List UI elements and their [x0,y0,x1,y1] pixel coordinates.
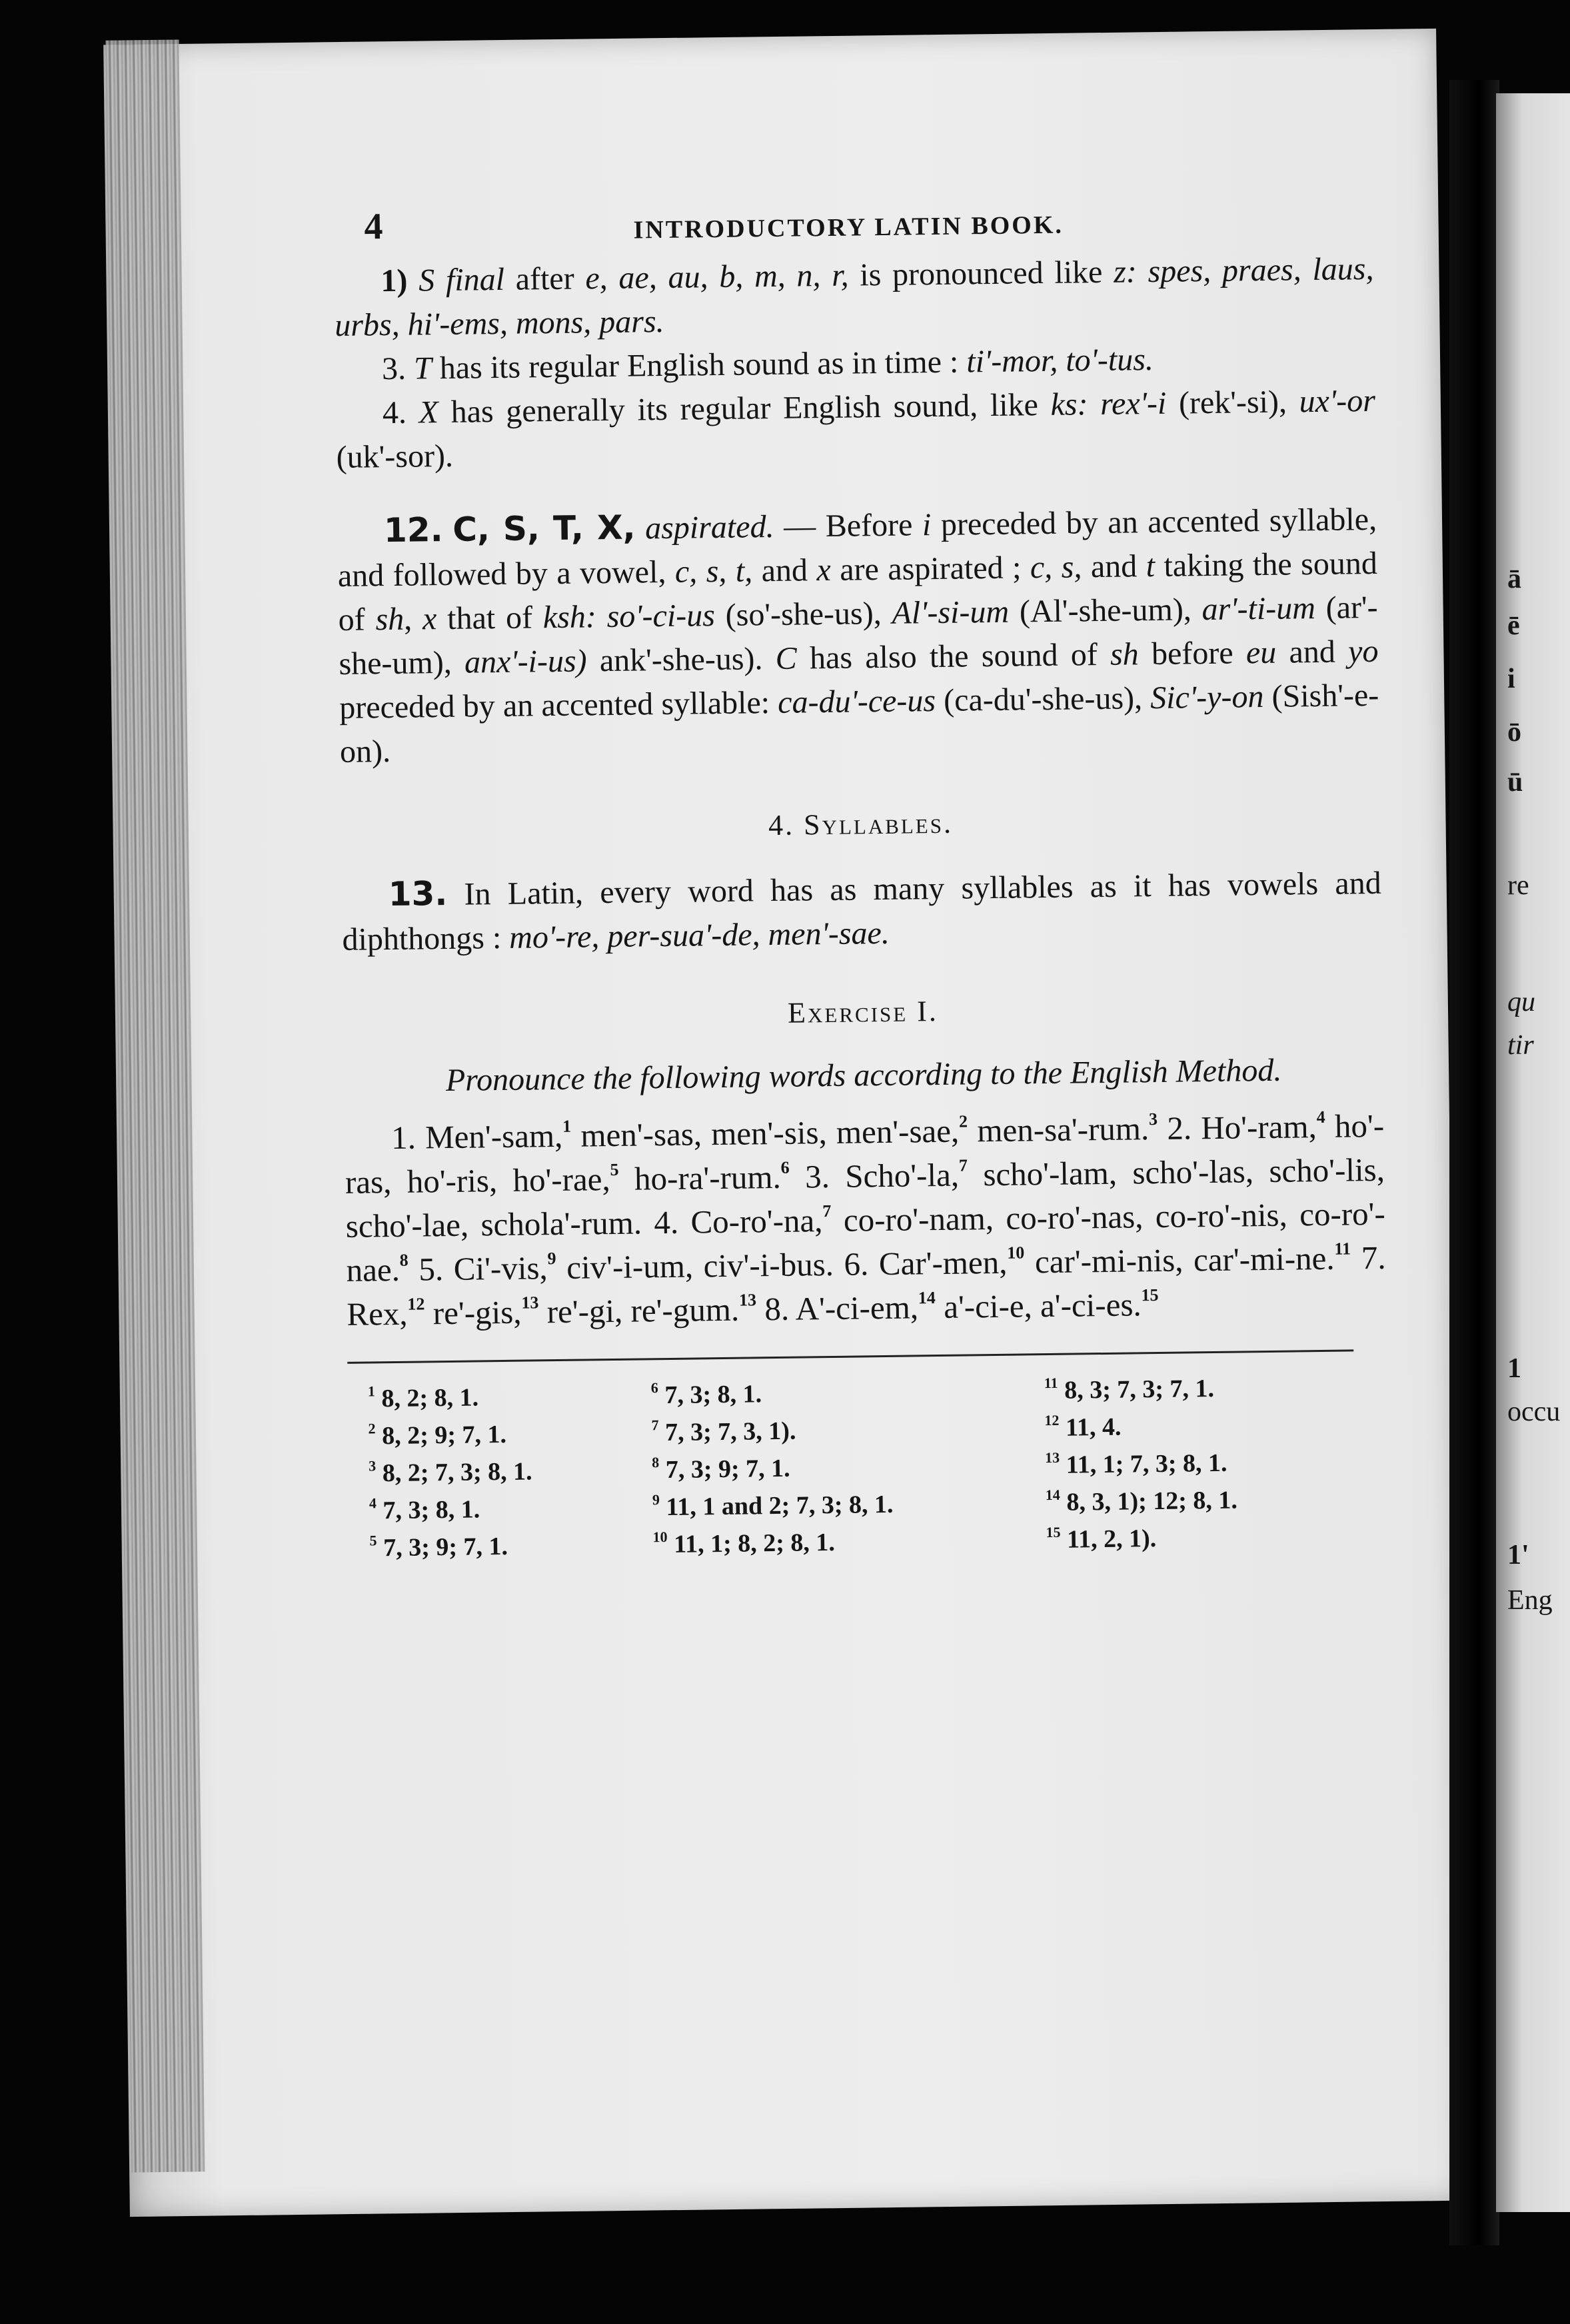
footnote-text: 7, 3; 8, 1. [376,1495,480,1525]
running-head: INTRODUCTORY LATIN BOOK. [633,211,1064,245]
footnote-number: 6 [650,1379,658,1397]
exercise-word: 8. A'-ci-em, [756,1289,919,1328]
section-12-aspirated: 12. C, S, T, X, aspirated. — Before i preceded by an accented syllable, and followed by a vowel, c, s, t, and x are aspirated ; c, s, and t taking the sound of sh, x that of ksh: so'-ci-us (so'-she-us), Al'-si-um (Al'-she-um), ar'-ti-um (ar'-she-um), anx'-i-us) ank'-she-us). C has also the sound of sh before eu and yo preceded by an accented syllable: ca-du'-ce-us (ca-du'-she-us), Sic'-y-on (Sish'-e-on). [337,501,1379,770]
footnote-text: 7, 3; 7, 3, 1). [658,1417,796,1447]
page-text-block [333,187,1389,1577]
footnote-text: 11, 4. [1059,1413,1122,1442]
exercise-instruction: Pronounce the following words according to the English Method. [445,1052,1282,1099]
exercise-word: 1. Men'-sam, [391,1117,563,1157]
rule-x: 4. X has generally its regular English sound, like ks: rex'-i (rek'-si), ux'-or (uk'-sor). [336,382,1376,475]
footnote-column-3 [1044,1367,1238,1555]
footnote-text: 8, 2; 8, 1. [375,1383,479,1413]
exercise-word: 7. Rex, [347,1239,1386,1333]
footnote-number: 9 [652,1491,660,1508]
footnote-entry [368,1375,532,1415]
footnote-ref: 3 [1148,1109,1158,1129]
exercise-word: a'-ci-e, a'-ci-es. [935,1286,1142,1326]
footnote-text: 11, 1; 8, 2; 8, 1. [667,1528,836,1559]
footnote-entry [369,1486,533,1526]
footnote-ref: 7 [822,1201,832,1221]
footnote-entry [1046,1516,1238,1556]
footnote-ref: 2 [958,1111,968,1131]
exercise-heading: Exercise I. [787,995,939,1029]
footnote-column-2 [651,1371,894,1560]
right-fragment: Eng [1507,1585,1553,1616]
exercise-word: re'-gis, [424,1293,522,1332]
footnote-number: 14 [1045,1486,1060,1504]
footnote-ref: 9 [547,1249,556,1269]
right-fragment: 1' [1507,1540,1529,1570]
right-fragment: 1 [1507,1353,1521,1384]
footnote-entry [369,1449,532,1488]
footnote-entry [651,1371,892,1411]
footnote-rule [347,1349,1353,1363]
exercise-word: co-ro'-nam, co-ro'-nas, co-ro'-nis, co-ro'-nae. [346,1195,1386,1289]
footnote-text: 11, 1; 7, 3; 8, 1. [1060,1449,1227,1479]
footnote-ref: 6 [780,1157,790,1177]
footnote-number: 4 [369,1494,377,1512]
footnote-number: 13 [1044,1449,1060,1466]
footnote-ref: 13 [521,1293,539,1313]
footnote-number: 3 [369,1457,377,1474]
footnote-column-1 [368,1375,534,1564]
right-fragment: ā [1507,564,1521,594]
right-fragment: i [1507,664,1515,694]
footnote-number: 12 [1044,1411,1060,1429]
book-gutter [1449,80,1499,2245]
footnote-entry [652,1482,894,1522]
section-13-syllables: 13. In Latin, every word has as many syllables as it has vowels and diphthongs : mo'-re, per-sua'-de, men'-sae. [342,865,1381,957]
right-fragment: re [1507,870,1529,901]
footnote-entry [652,1520,894,1560]
exercise-word: 2. Ho'-ram, [1157,1108,1317,1147]
footnote-number: 5 [369,1532,377,1549]
footnote-ref: 1 [562,1116,572,1136]
footnote-text: 7, 3; 9; 7, 1. [377,1532,508,1562]
page-header [333,187,1373,260]
footnote-ref: 15 [1141,1285,1159,1305]
footnote-entry [651,1408,892,1448]
footnote-entry [652,1445,893,1485]
footnote-text: 11, 2, 1). [1060,1524,1157,1554]
right-fragment: tir [1507,1030,1534,1061]
right-fragment: ē [1507,610,1520,641]
footnote-number: 7 [651,1417,659,1434]
footnote-text: 7, 3; 8, 1. [658,1380,762,1410]
exercise-word: men-sa'-rum. [967,1110,1150,1149]
exercise-word: re'-gi, re'-gum. [538,1291,740,1331]
footnote-entry [369,1524,533,1563]
footnote-ref: 5 [610,1159,619,1180]
exercise-word: ho'-ras, ho'-ris, ho'-rae, [345,1107,1385,1201]
exercise-word: 5. Ci'-vis, [408,1249,548,1288]
footnote-number: 10 [652,1528,668,1546]
footnote-number: 15 [1046,1523,1061,1541]
footnote-ref: 14 [918,1288,936,1308]
footnote-entry [1044,1404,1237,1444]
exercise-word: scho'-lam, scho'-las, scho'-lis, scho'-lae, schola'-rum. 4. Co-ro'-na, [345,1151,1385,1245]
footnote-ref: 7 [958,1155,968,1175]
footnote-ref: 13 [738,1290,757,1310]
page-number: 4 [364,206,383,248]
exercise-word: ho-ra'-rum. [618,1158,782,1197]
exercise-word: men'-sas, men'-sis, men'-sae, [570,1112,960,1154]
footnote-entry [368,1413,532,1452]
exercise-word: civ'-i-um, civ'-i-bus. 6. Car'-men, [556,1243,1008,1287]
footnote-entry [1046,1478,1238,1518]
footnote-ref: 12 [407,1294,425,1314]
footnote-ref: 8 [399,1250,408,1270]
footnote-number: 2 [368,1420,376,1437]
right-fragment: ū [1507,767,1523,798]
right-fragment: occu [1507,1397,1561,1427]
syllables-heading: 4. Syllables. [768,806,954,842]
footnote-text: 8, 2; 9; 7, 1. [375,1420,507,1451]
right-page [1496,93,1570,2212]
exercise-word: car'-mi-nis, car'-mi-ne. [1024,1239,1335,1281]
footnote-text: 8, 2; 7, 3; 8, 1. [376,1457,532,1488]
footnote-ref: 4 [1316,1107,1325,1127]
exercise-text [345,1104,1387,1337]
footnote-text: 8, 3; 7, 3; 7, 1. [1058,1374,1215,1405]
footnote-ref: 11 [1334,1239,1351,1259]
footnote-number: 1 [367,1383,375,1400]
right-fragment: qu [1507,987,1535,1017]
footnote-number: 8 [652,1454,660,1471]
footnote-text: 11, 1 and 2; 7, 3; 8, 1. [659,1490,894,1522]
right-fragment: ō [1507,717,1521,748]
footnote-ref: 10 [1007,1243,1025,1263]
rule-t: 3. T has its regular English sound as in time : ti'-mor, to'-tus. [381,341,1154,387]
footnote-entry [1044,1367,1237,1407]
footnote-text: 8, 3, 1); 12; 8, 1. [1060,1486,1238,1516]
footnote-text: 7, 3; 9; 7, 1. [659,1454,790,1484]
footnotes [348,1365,1390,1577]
exercise-word: 3. Scho'-la, [789,1156,960,1195]
rule-s-final: 1) S final after e, ae, au, b, m, n, r, is pronounced like z: spes, praes, laus, urbs, hi'-ems, mons, pars. [334,251,1374,343]
footnote-number: 11 [1044,1374,1058,1392]
footnote-entry [1045,1441,1237,1481]
